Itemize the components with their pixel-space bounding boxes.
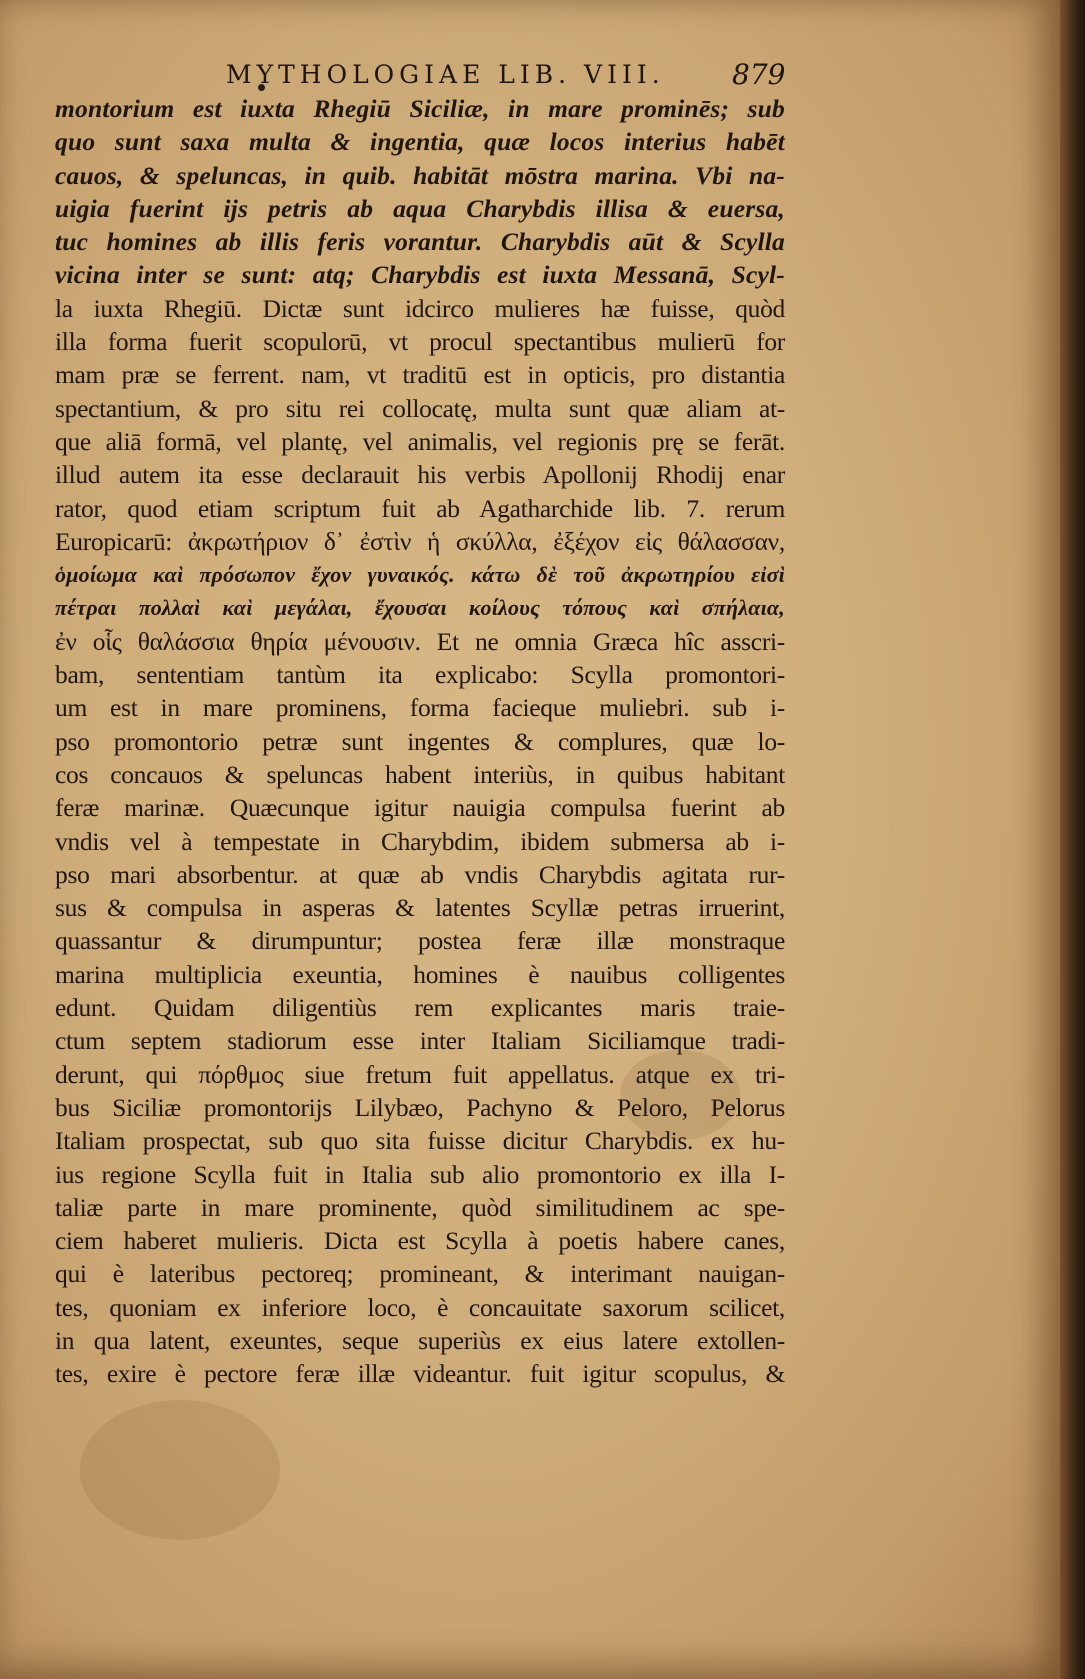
text-line: cos concauos & speluncas habent interiùs, in quibus habitant	[55, 759, 785, 789]
text-line: in qua latent, exeuntes, seque superiùs ex eius latere extollen-	[55, 1325, 785, 1355]
text-line: ἐν οἷς θαλάσσια θηρία μένουσιν. Et ne omnia Græca hîc asscri-	[55, 626, 785, 656]
text-line: bus Siciliæ promontorijs Lilybæo, Pachyno & Peloro, Pelorus	[55, 1092, 785, 1122]
text-line: spectantium, & pro situ rei collocatę, multa sunt quæ aliam at-	[55, 393, 785, 423]
body-text	[55, 92, 785, 1391]
text-line: qui è lateribus pectoreq; promineant, & interimant nauigan-	[55, 1259, 785, 1289]
text-line: derunt, qui πόρθμος siue fretum fuit appellatus. atque ex tri-	[55, 1059, 785, 1089]
text-line: tuc homines ab illis feris vorantur. Charybdis aūt & Scylla	[55, 227, 785, 257]
text-line: cauos, & speluncas, in quib. habitāt mōstra marina. Vbi na-	[55, 160, 785, 190]
text-line: tes, exire è pectore feræ illæ videantur. fuit igitur scopulus, &	[55, 1359, 785, 1389]
text-line: feræ marinæ. Quæcunque igitur nauigia compulsa fuerint ab	[55, 793, 785, 823]
text-line: marina multiplicia exeuntia, homines è nauibus colligentes	[55, 959, 785, 989]
text-line: tes, quoniam ex inferiore loco, è concauitate saxorum scilicet,	[55, 1292, 785, 1322]
text-line: ius regione Scylla fuit in Italia sub alio promontorio ex illa I-	[55, 1159, 785, 1189]
text-line: la iuxta Rhegiū. Dictæ sunt idcirco mulieres hæ fuisse, quòd	[55, 293, 785, 323]
text-line: Europicarū: ἀκρωτήριον δ᾽ ἐστὶν ἡ σκύλλα, ἐξέχον εἰς θάλασσαν,	[55, 526, 785, 556]
running-title: MYTHOLOGIAE LIB. VIII.	[226, 60, 665, 89]
text-line: mam præ se ferrent. nam, vt traditū est in opticis, pro distantia	[55, 360, 785, 390]
text-line: montorium est iuxta Rhegiū Siciliæ, in mare prominēs; sub	[55, 94, 785, 123]
text-line: quo sunt saxa multa & ingentia, quæ locos interius habēt	[55, 127, 785, 157]
text-line: ctum septem stadiorum esse inter Italiam Siciliamque tradi-	[55, 1026, 785, 1056]
greek-line: πέτραι πολλαὶ καὶ μεγάλαι, ἔχουσαι κοίλους τόπους καὶ σπήλαια,	[55, 595, 785, 621]
text-line: pso promontorio petræ sunt ingentes & complures, quæ lo-	[55, 726, 785, 756]
text-line: bam, sententiam tantùm ita explicabo: Scylla promontori-	[55, 660, 785, 690]
text-line: ciem haberet mulieris. Dicta est Scylla à poetis habere canes,	[55, 1226, 785, 1256]
page-stain	[80, 1400, 280, 1540]
text-line: rator, quod etiam scriptum fuit ab Agatharchide lib. 7. rerum	[55, 493, 785, 523]
text-line: quassantur & dirumpuntur; postea feræ illæ monstraque	[55, 926, 785, 956]
text-line: illud autem ita esse declarauit his verbis Apollonij Rhodij enar	[55, 460, 785, 490]
text-line: taliæ parte in mare prominente, quòd similitudinem ac spe-	[55, 1192, 785, 1222]
text-line: pso mari absorbentur. at quæ ab vndis Charybdis agitata rur-	[55, 859, 785, 889]
text-line: sus & compulsa in asperas & latentes Scyllæ petras irruerint,	[55, 893, 785, 923]
text-line: illa forma fuerit scopulorū, vt procul spectantibus mulierū for	[55, 327, 785, 357]
book-gutter	[1060, 0, 1085, 1679]
text-line: um est in mare prominens, forma facieque muliebri. sub i-	[55, 693, 785, 723]
text-line: que aliā formā, vel plantę, vel animalis, vel regionis prę se ferāt.	[55, 426, 785, 456]
text-line: Italiam prospectat, sub quo sita fuisse dicitur Charybdis. ex hu-	[55, 1126, 785, 1156]
text-line: edunt. Quidam diligentiùs rem explicantes maris traie-	[55, 993, 785, 1023]
page-number: 879	[732, 58, 786, 91]
text-line: uigia fuerint ijs petris ab aqua Charybdis illisa & euersa,	[55, 193, 785, 223]
greek-line: ὁμοίωμα καὶ πρόσωπον ἔχον γυναικός. κάτω δὲ τοῦ ἀκρωτηρίου εἰσὶ	[55, 562, 785, 588]
text-line: vndis vel à tempestate in Charybdim, ibidem submersa ab i-	[55, 826, 785, 856]
text-line: vicina inter se sunt: atq; Charybdis est iuxta Messanā, Scyl-	[55, 260, 785, 290]
